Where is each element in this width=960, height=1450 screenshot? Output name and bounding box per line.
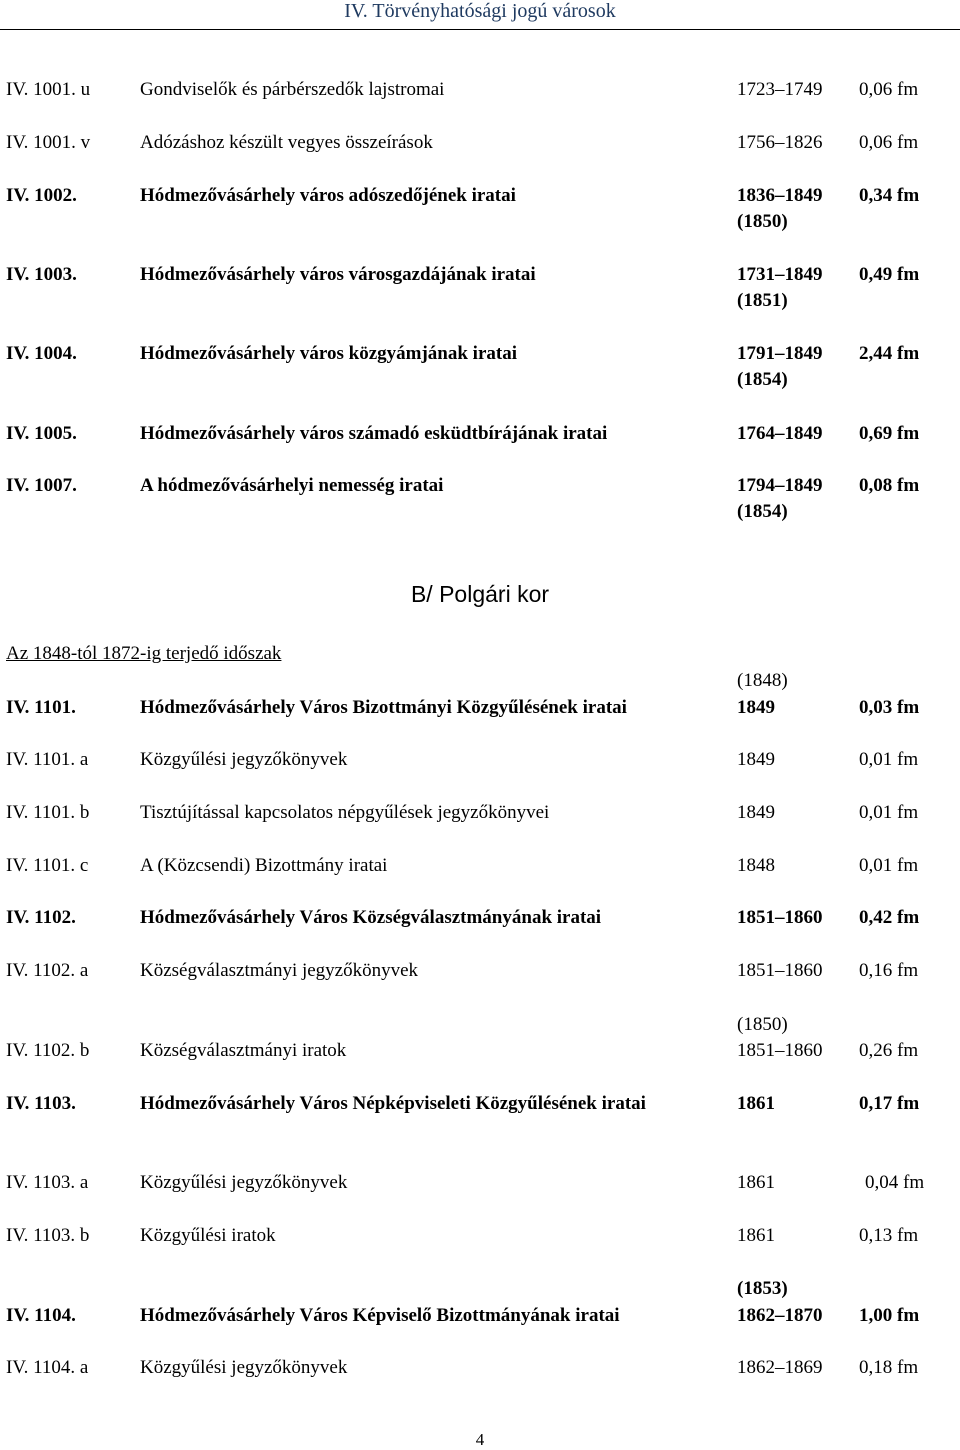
fonds-date: 1848	[737, 855, 775, 876]
fonds-code: IV. 1104. a	[6, 1357, 89, 1378]
fonds-code: IV. 1101.	[6, 697, 76, 718]
fonds-code: IV. 1104.	[6, 1305, 76, 1326]
fonds-title: Közgyűlési jegyzőkönyvek	[140, 1357, 348, 1378]
fonds-date: 1764–1849	[737, 423, 823, 444]
fonds-code: IV. 1101. c	[6, 855, 89, 876]
fonds-date-extent: (1851)	[737, 290, 788, 311]
fonds-size: 0,17 fm	[859, 1093, 920, 1114]
fonds-title: Hódmezővásárhely város városgazdájának iratai	[140, 264, 536, 285]
fonds-title: Hódmezővásárhely város adószedőjének iratai	[140, 185, 516, 206]
running-header: IV. Törvényhatósági jogú városok	[344, 0, 616, 22]
fonds-date-range: 1791–1849	[737, 343, 823, 364]
fonds-code: IV. 1103. a	[6, 1172, 89, 1193]
fonds-date: 1861	[737, 1172, 775, 1193]
fonds-date: 1861	[737, 1225, 775, 1246]
fonds-date: 1849	[737, 802, 775, 823]
fonds-title: Közgyűlési jegyzőkönyvek	[140, 749, 348, 770]
fonds-size: 0,42 fm	[859, 907, 920, 928]
fonds-title: Községválasztmányi jegyzőkönyvek	[140, 960, 419, 981]
fonds-code: IV. 1101. a	[6, 749, 89, 770]
fonds-title: Hódmezővásárhely Város Községválasztmányának iratai	[140, 907, 602, 928]
fonds-code: IV. 1102. a	[6, 960, 89, 981]
fonds-code: IV. 1007.	[6, 475, 77, 496]
fonds-code: IV. 1003.	[6, 264, 77, 285]
fonds-date-extent: (1854)	[737, 501, 788, 522]
fonds-title: Hódmezővásárhely Város Bizottmányi Közgyűlésének iratai	[140, 697, 627, 718]
page-number: 4	[475, 1430, 485, 1449]
fonds-title: Hódmezővásárhely Város Képviselő Bizottmányának iratai	[140, 1305, 620, 1326]
fonds-code: IV. 1002.	[6, 185, 77, 206]
fonds-date-range: 1836–1849	[737, 185, 823, 206]
fonds-code: IV. 1103.	[6, 1093, 76, 1114]
fonds-title: Hódmezővásárhely város közgyámjának iratai	[140, 343, 517, 364]
fonds-size: 0,04 fm	[865, 1172, 925, 1193]
fonds-size: 0,01 fm	[859, 749, 919, 770]
fonds-size: 0,08 fm	[859, 475, 920, 496]
fonds-date-extent: (1854)	[737, 369, 788, 390]
fonds-title: Közgyűlési iratok	[140, 1225, 276, 1246]
fonds-code: IV. 1103. b	[6, 1225, 90, 1246]
fonds-pre-date-value: (1850)	[737, 1014, 788, 1035]
fonds-title: Gondviselők és párbérszedők lajstromai	[140, 79, 445, 100]
fonds-date	[737, 183, 823, 235]
fonds-size: 0,34 fm	[859, 185, 920, 206]
fonds-date: 1756–1826	[737, 132, 823, 153]
fonds-title: Közgyűlési jegyzőkönyvek	[140, 1172, 348, 1193]
fonds-code: IV. 1001. u	[6, 79, 91, 100]
fonds-size: 0,03 fm	[859, 697, 920, 718]
fonds-pre-date-value: (1848)	[737, 670, 788, 691]
fonds-date: 1851–1860	[737, 960, 823, 981]
fonds-size: 0,26 fm	[859, 1040, 919, 1061]
fonds-title: Tisztújítással kapcsolatos népgyűlések jegyzőkönyvei	[140, 802, 550, 823]
period-subheading: Az 1848-tól 1872-ig terjedő időszak	[6, 643, 282, 664]
fonds-code: IV. 1001. v	[6, 132, 91, 153]
header-divider	[0, 29, 960, 30]
fonds-size: 0,06 fm	[859, 79, 919, 100]
fonds-date: 1862–1870	[737, 1305, 823, 1326]
fonds-date: 1851–1860	[737, 907, 823, 928]
fonds-title: A hódmezővásárhelyi nemesség iratai	[140, 475, 444, 496]
fonds-title: Községválasztmányi iratok	[140, 1040, 347, 1061]
fonds-size: 0,18 fm	[859, 1357, 919, 1378]
fonds-size: 0,49 fm	[859, 264, 920, 285]
section-heading: B/ Polgári kor	[410, 581, 550, 607]
fonds-size: 0,06 fm	[859, 132, 919, 153]
fonds-pre-date-value: (1853)	[737, 1278, 788, 1299]
fonds-date	[737, 341, 823, 393]
fonds-title: Hódmezővásárhely Város Népképviseleti Közgyűlésének iratai	[140, 1093, 646, 1114]
fonds-date-extent: (1850)	[737, 211, 788, 232]
fonds-date: 1723–1749	[737, 79, 823, 100]
fonds-date: 1851–1860	[737, 1040, 823, 1061]
fonds-date	[737, 262, 823, 314]
fonds-date: 1862–1869	[737, 1357, 823, 1378]
fonds-size: 2,44 fm	[859, 343, 920, 364]
fonds-size: 0,69 fm	[859, 423, 920, 444]
fonds-date	[737, 473, 823, 525]
fonds-code: IV. 1102.	[6, 907, 76, 928]
fonds-title: A (Közcsendi) Bizottmány iratai	[140, 855, 388, 876]
fonds-code: IV. 1005.	[6, 423, 77, 444]
fonds-size: 0,01 fm	[859, 855, 919, 876]
fonds-size: 1,00 fm	[859, 1305, 920, 1326]
fonds-size: 0,16 fm	[859, 960, 919, 981]
fonds-size: 0,13 fm	[859, 1225, 919, 1246]
fonds-code: IV. 1102. b	[6, 1040, 90, 1061]
fonds-date-range: 1794–1849	[737, 475, 823, 496]
fonds-code: IV. 1004.	[6, 343, 77, 364]
fonds-title: Adózáshoz készült vegyes összeírások	[140, 132, 433, 153]
fonds-date: 1861	[737, 1093, 775, 1114]
fonds-date: 1849	[737, 749, 775, 770]
fonds-date: 1849	[737, 697, 775, 718]
fonds-date-range: 1731–1849	[737, 264, 823, 285]
fonds-title: Hódmezővásárhely város számadó esküdtbírájának iratai	[140, 423, 608, 444]
fonds-code: IV. 1101. b	[6, 802, 90, 823]
fonds-size: 0,01 fm	[859, 802, 919, 823]
